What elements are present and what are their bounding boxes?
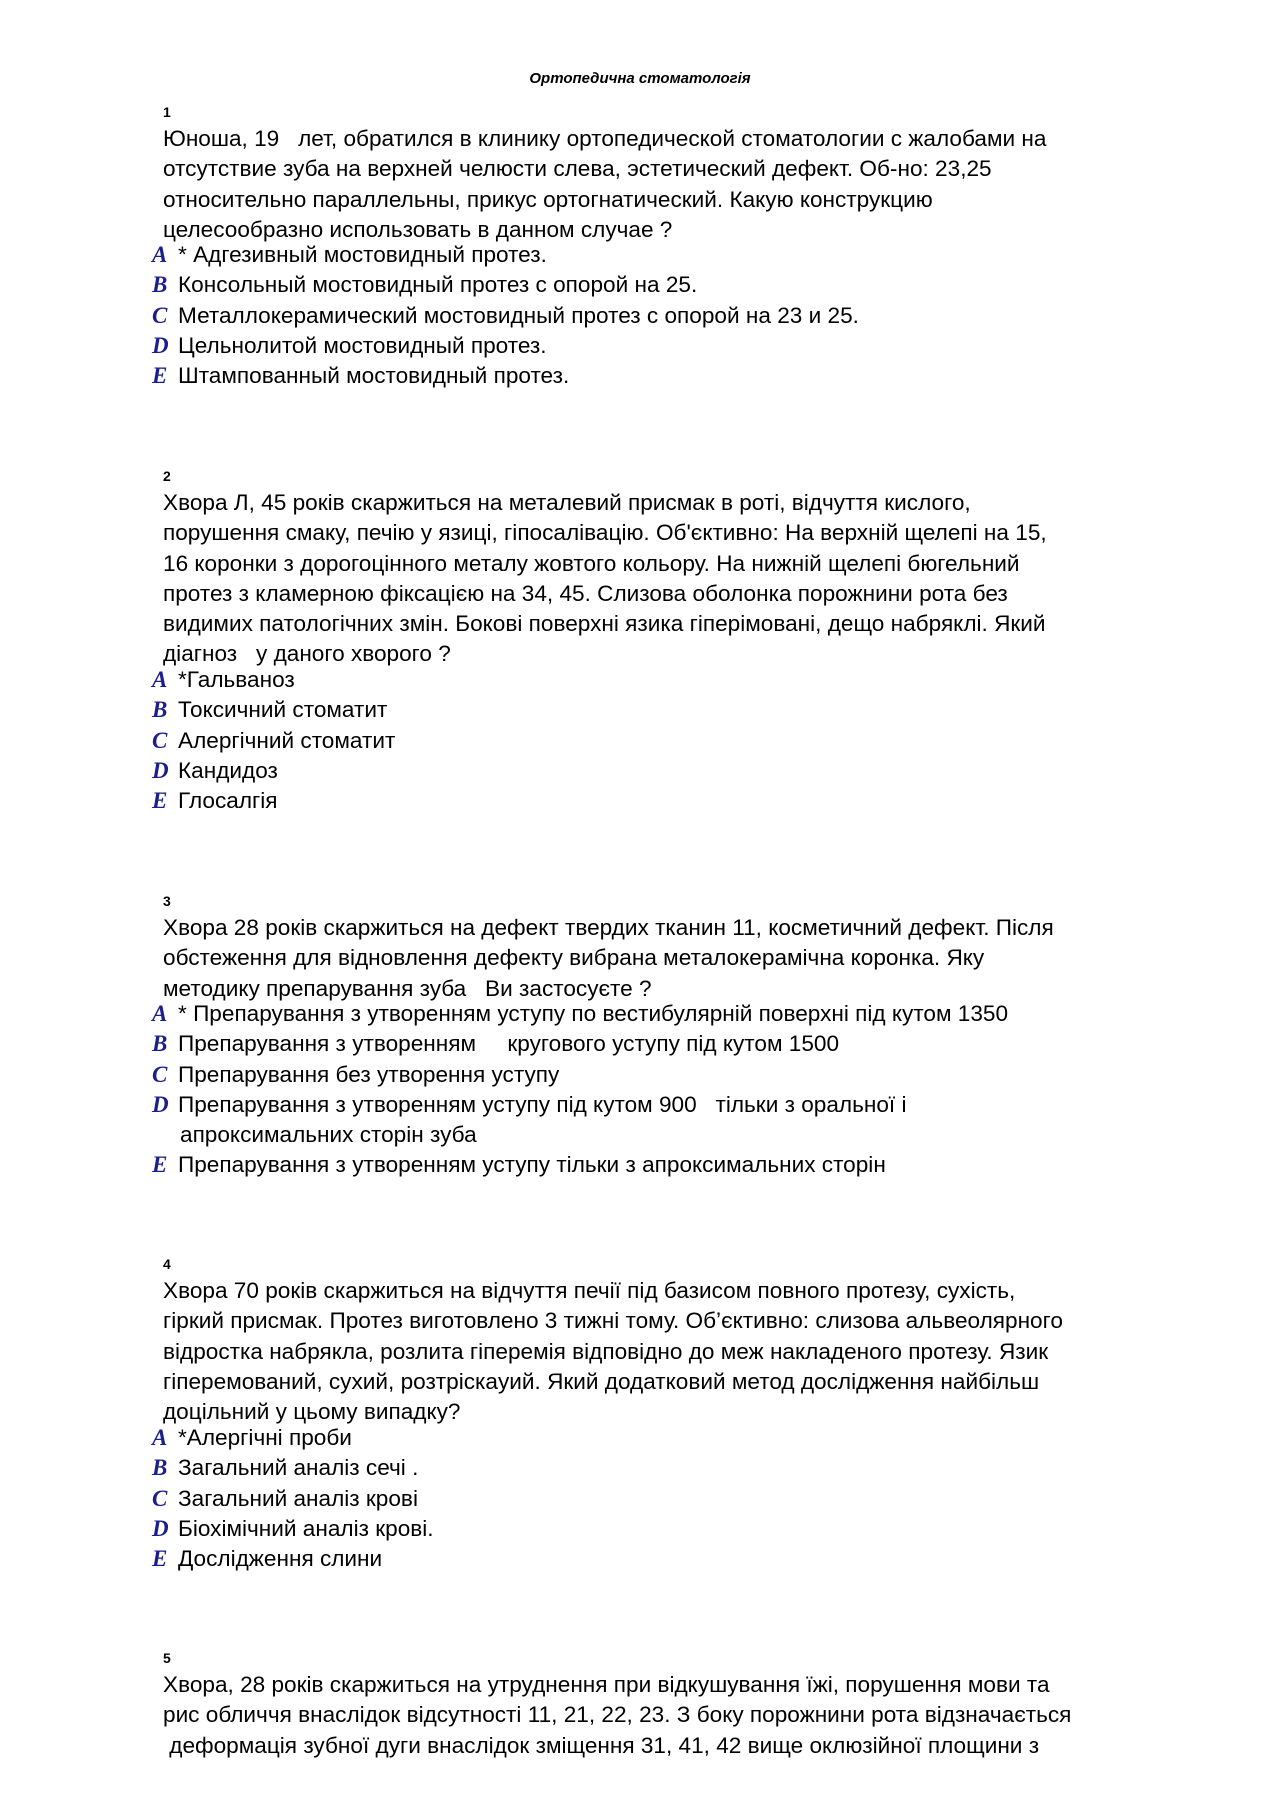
option-text: Загальний аналіз сечі . [178, 1455, 419, 1481]
option-letter: C [152, 727, 168, 753]
option-letter: B [152, 1455, 168, 1481]
option-letter: A [152, 667, 168, 692]
option-text: Препарування з утворенням уступу під кутом 900 тільки з оральної і [178, 1091, 907, 1117]
option-d [152, 331, 859, 361]
page-header-title: Ортопедична стоматологія [529, 70, 751, 87]
option-text: Штампованный мостовидный протез. [178, 363, 570, 389]
option-b [152, 270, 859, 300]
option-letter: E [152, 1152, 168, 1178]
question-number: 4 [163, 1256, 171, 1272]
option-letter: D [152, 1091, 169, 1117]
option-text: Металлокерамический мостовидный протез с опорой на 23 и 25. [178, 302, 859, 328]
question-number: 1 [163, 104, 171, 120]
answer-options [152, 240, 859, 391]
option-letter: C [152, 302, 168, 328]
question-stem: Хвора 70 років скаржиться на відчуття печії під базисом повного протезу, сухість, гіркий присмак. Протез виготовлено 3 тижні тому. Об’єктивно: слизова альвеолярного відростка набрякла, розлита гіперемія відповідно до меж накладеного протезу. Язик гіперемований, сухий, розтріскаyий. Який додатковий метод дослідження найбільш доцільний у цьому випадку? [163, 1278, 1063, 1425]
option-letter: B [152, 272, 168, 298]
option-d [152, 1090, 1008, 1151]
question-stem: Юноша, 19 лет, обратился в клинику ортопедической стоматологии с жалобами на отсутствие зуба на верхней челюсти слева, эстетический дефект. Об-но: 23,25 относительно параллельны, прикус ортогнатический. Какую конструкцию целесообразно использовать в данном случае ? [163, 126, 1047, 242]
option-text: Токсичний стоматит [178, 697, 388, 723]
answer-options [152, 665, 395, 816]
option-text: * Препарування з утворенням уступу по вестибулярній поверхні під кутом 1350 [178, 1001, 1009, 1026]
option-c [152, 1484, 434, 1514]
option-text: Біохімічний аналіз крові. [178, 1515, 434, 1541]
answer-options [152, 1423, 434, 1574]
question-stem: Хвора 28 років скаржиться на дефект твердих тканин 11, косметичний дефект. Після обстеження для відновлення дефекту вибрана металокерамічна коронка. Яку методику препарування зуба Ви застосуєте ? [163, 915, 1054, 1001]
option-text: Алергічний стоматит [178, 727, 396, 753]
answer-options [152, 999, 1008, 1181]
option-text: Глосалгія [178, 788, 278, 814]
option-text: Препарування без утворення уступу [178, 1061, 560, 1087]
question-number: 5 [163, 1650, 171, 1666]
option-text: *Алергічні проби [178, 1425, 352, 1450]
option-letter: B [152, 1031, 168, 1057]
option-a [152, 665, 395, 695]
question-stem: Хвора, 28 років скаржиться на утруднення при відкушування їжі, порушення мови та рис обличчя внаслідок відсутності 11, 21, 22, 23. З боку порожнини рота відзначається деформація зубної дуги внаслідок зміщення 31, 41, 42 вище оклюзійної площини з [163, 1672, 1072, 1758]
option-letter: E [152, 788, 168, 814]
option-text: Кандидоз [178, 757, 278, 783]
option-text: Препарування з утворенням уступу тільки з апроксимальних сторін [178, 1152, 886, 1178]
option-letter: E [152, 1546, 168, 1572]
option-a [152, 1423, 434, 1453]
option-text: Консольный мостовидный протез с опорой на 25. [178, 272, 698, 298]
option-c [152, 726, 395, 756]
option-letter: A [152, 242, 168, 267]
option-text: * Адгезивный мостовидный протез. [178, 242, 547, 267]
question-number: 3 [163, 893, 171, 909]
option-a [152, 999, 1008, 1029]
option-letter: C [152, 1061, 168, 1087]
option-b [152, 695, 395, 725]
option-text-continued: апроксимальних сторін зуба [180, 1122, 477, 1148]
option-text: Цельнолитой мостовидный протез. [178, 332, 547, 358]
option-text: Дослідження слини [178, 1546, 383, 1572]
option-letter: B [152, 697, 168, 723]
option-a [152, 240, 859, 270]
option-letter: C [152, 1485, 168, 1511]
option-b [152, 1453, 434, 1483]
option-letter: D [152, 332, 169, 358]
option-e [152, 1544, 434, 1574]
option-text: Загальний аналіз крові [178, 1485, 418, 1511]
option-letter: D [152, 1515, 169, 1541]
option-e [152, 1150, 1008, 1180]
option-text: *Гальваноз [178, 667, 295, 692]
option-letter: D [152, 757, 169, 783]
option-b [152, 1029, 1008, 1059]
option-d [152, 1514, 434, 1544]
question-number: 2 [163, 468, 171, 484]
option-text: Препарування з утворенням кругового уступу під кутом 1500 [178, 1031, 840, 1057]
option-letter: A [152, 1425, 168, 1450]
option-e [152, 786, 395, 816]
option-e [152, 361, 859, 391]
question-stem: Хвора Л, 45 років скаржиться на металевий присмак в роті, відчуття кислого, порушення смаку, печію у язиці, гіпосалівацію. Об'єктивно: На верхній щелепі на 15, 16 коронки з дорогоцінного металу жовтого кольору. На нижній щелепі бюгельний протез з кламерною фіксацією на 34, 45. Слизова оболонка порожнини рота без видимих патологічних змін. Бокові поверхні язика гіперімовані, дещо набряклі. Який діагноз у даного хворого ? [163, 490, 1047, 667]
option-c [152, 301, 859, 331]
option-letter: E [152, 363, 168, 389]
option-letter: A [152, 1001, 168, 1026]
option-d [152, 756, 395, 786]
option-c [152, 1060, 1008, 1090]
